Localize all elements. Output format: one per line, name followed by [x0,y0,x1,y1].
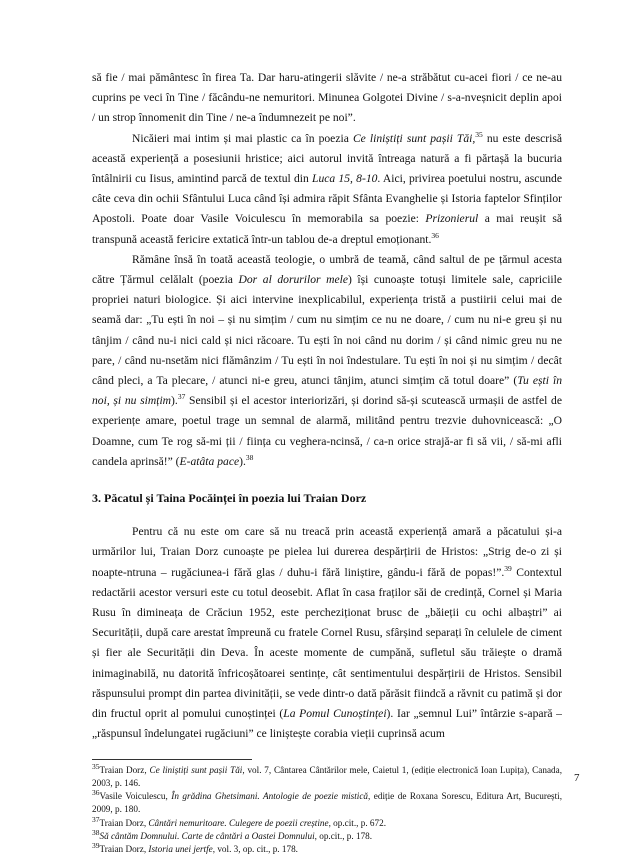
text-run: Rămâne însă în toată această teologie, o umbră de teamă, când saltul de pe țărmul acesta către Țărmul celălalt (poezia [92,252,562,287]
footnote-number: 36 [92,788,100,798]
text-run: , vol. 7, Cântarea Cântărilor mele, Caietul 1, (ediție electronică Ioan Lupița), Canada, 2003, p. 146. [92,764,563,788]
footnote-separator [92,759,252,760]
italic-title: Prizonierul [425,212,479,226]
text-run: Traian Dorz, [99,764,150,775]
italic-title: Istoria unei jertfe [148,844,213,855]
italic-title: Tu ești în noi, și nu simțim [92,374,562,408]
paragraph-continuation: să fie / mai pământesc în firea Ta. Dar haru-atingerii slăvite / ne-a străbătut cu-acei fiori / ce ne-au cuprins pe veci în Tine / făcându-ne nemuritori. Minunea Golgotei Divine / s-a-nveșnicit deplin apoi / un strop înnomenit din Tine / ne-a îndumnezeit pe noi”. [92,71,562,125]
text-run: ). [239,454,246,468]
text-run: ) își cunoaște totuși limitele sale, capriciile propriei naturi biologice. Și aici intervine inexplicabilul, experiența tristă a pustiirii celui mai de seamă dar: „Tu ești în noi – și nu simțim / cum nu simțim ce nu ne doare, / cum nu ni-e greu și nu tânjim / când nu-i nici cald și nici răcoare. Tu ești în noi când nu dorim / și când nimic greu nu ne pare, / când nu-nsetăm nici flămânzim / Tu ești în noi îndestulare. Tu ești în noi și nu simțim / decât când pleci, a Ta plecare, / atunci ni-e greu, atunci tânjim, atunci simțim că totul doare” ( [92,273,563,388]
text-run: Nicăieri mai intim și mai plastic ca în poezia [132,131,353,145]
section-heading: 3. Păcatul și Taina Pocăinței în poezia lui Traian Dorz [92,491,367,506]
text-run: nu este descrisă această experiență a posesiunii hristice; aici autorul invită întreaga natură a fi părtașă la bucuria întâlnirii cu Iisus, amintind parcă de textul din [92,131,562,186]
text-run: Traian Dorz, [99,817,149,828]
footnote-number: 39 [92,841,100,851]
italic-title: E-atâta pace [179,454,240,468]
text-run: ). Iar „semnul Lui” întârzie s-apară – „răspunsul îndelungatei rugăciuni” ce liniștește corabia vieții cuprinsă acum [92,707,562,741]
paragraph-2 [92,129,562,250]
footnote [92,827,562,843]
italic-title: Ce liniștiți sunt pașii Tăi, [352,131,476,145]
italic-title: Ce liniștiți sunt pașii Tăi [149,764,243,775]
text-run: , op.cit., p. 672. [328,817,386,828]
text-run: . Aici, privirea poetului nostru, ascunde câte ceva din ochii Sfântului Luca când își admira răpit Sfânta Evanghelie și Istoria faptelor Sfinților Apostoli. Poate doar Vasile Voiculescu în memorabila sa poezie: [92,172,562,226]
italic-title: Luca 15, 8-10 [312,172,378,186]
footnote-ref: 37 [177,392,186,402]
footnote [92,761,563,791]
text-run: Vasile Voiculescu, [99,791,172,802]
footnote-ref: 39 [504,563,512,573]
text-run: Contextul redactării acestor versuri este cu totul deosebit. Aflat în casa fraților săi de credință, Cornel și Maria Rusu în dimineața de Crăciun 1952, este percheziționat brusc de „băieții cu ochi albaștri” ai Securității, după care arestat împreună cu fratele Cornel Rusu, sfârșind separați în celulele de ciment și fier ale Securității din Deva. În aceste momente de cumpănă, sufletul său trăiește o dramă inimaginabilă, nu datorită înfricoșătoarei sentințe, cât sentimentului despărțirii de Hristos. Sensibil răspunsului prompt din partea divinității, se vede dintr-o dată părăsit fiindcă a răvnit cu patimă și dor din fructul oprit al pomului cunoștinței ( [92,565,562,721]
italic-title: Dor al dorurilor mele [238,273,348,287]
text-run: Sensibil și el acestor interiorizări, și dorind să-și scutească urmașii de astfel de experiențe amare, poetul trage un semnal de alarmă, militând pentru trezvie duhovnicească: „O Doamne, cum Te rog să-mi ții / ființa cu veghera-ncinsă, / ca-n orice strajă-ar fi să vii, / să-mi afli candela aprinsă!” ( [92,394,563,468]
page-number: 7 [574,772,580,784]
paragraph-3 [92,250,562,472]
footnote [92,790,562,817]
text-run: , ediție de Roxana Sorescu, Editura Art, București, 2009, p. 180. [92,791,562,815]
footnote-number: 37 [92,814,100,824]
text-run: ). [171,394,178,408]
italic-title: Cântări nemuritoare. Culegere de poezii creștine [148,817,329,828]
document-page [92,68,562,857]
text-run: a mai reușit să transpună această fericire extatică într-un tablou de-a dreptul emoționant. [92,212,563,246]
italic-title: În grădina Ghetsimani. Antologie de poezie mistică [171,791,368,802]
footnote-ref: 36 [431,230,439,240]
paragraph-4 [92,522,562,744]
footnote [92,814,562,830]
footnote-number: 38 [92,827,100,837]
text-run: Traian Dorz, [99,844,149,855]
footnote-ref: 35 [475,129,483,139]
text-run: , op.cit., p. 178. [314,830,373,841]
italic-title: Să cântăm Domnului. Carte de cântări a Oastei Domnului [99,830,315,841]
italic-title: La Pomul Cunoștinței [283,707,387,721]
footnote-ref: 38 [245,453,254,462]
text-run: Pentru că nu este om care să nu treacă prin această experiență amară a păcatului și-a urmărilor lui, Traian Dorz cunoaște pe pielea lui durerea despărțirii de Hristos: „Strig de-o zi și noapte-ntruna – rugăciunea-i fără glas / duhu-i fără liniștire, gându-i fără de popas!”. [92,525,562,579]
footnote-number: 35 [92,761,100,771]
text-run: , vol. 3, op. cit., p. 178. [212,844,298,855]
footnote [92,843,562,856]
